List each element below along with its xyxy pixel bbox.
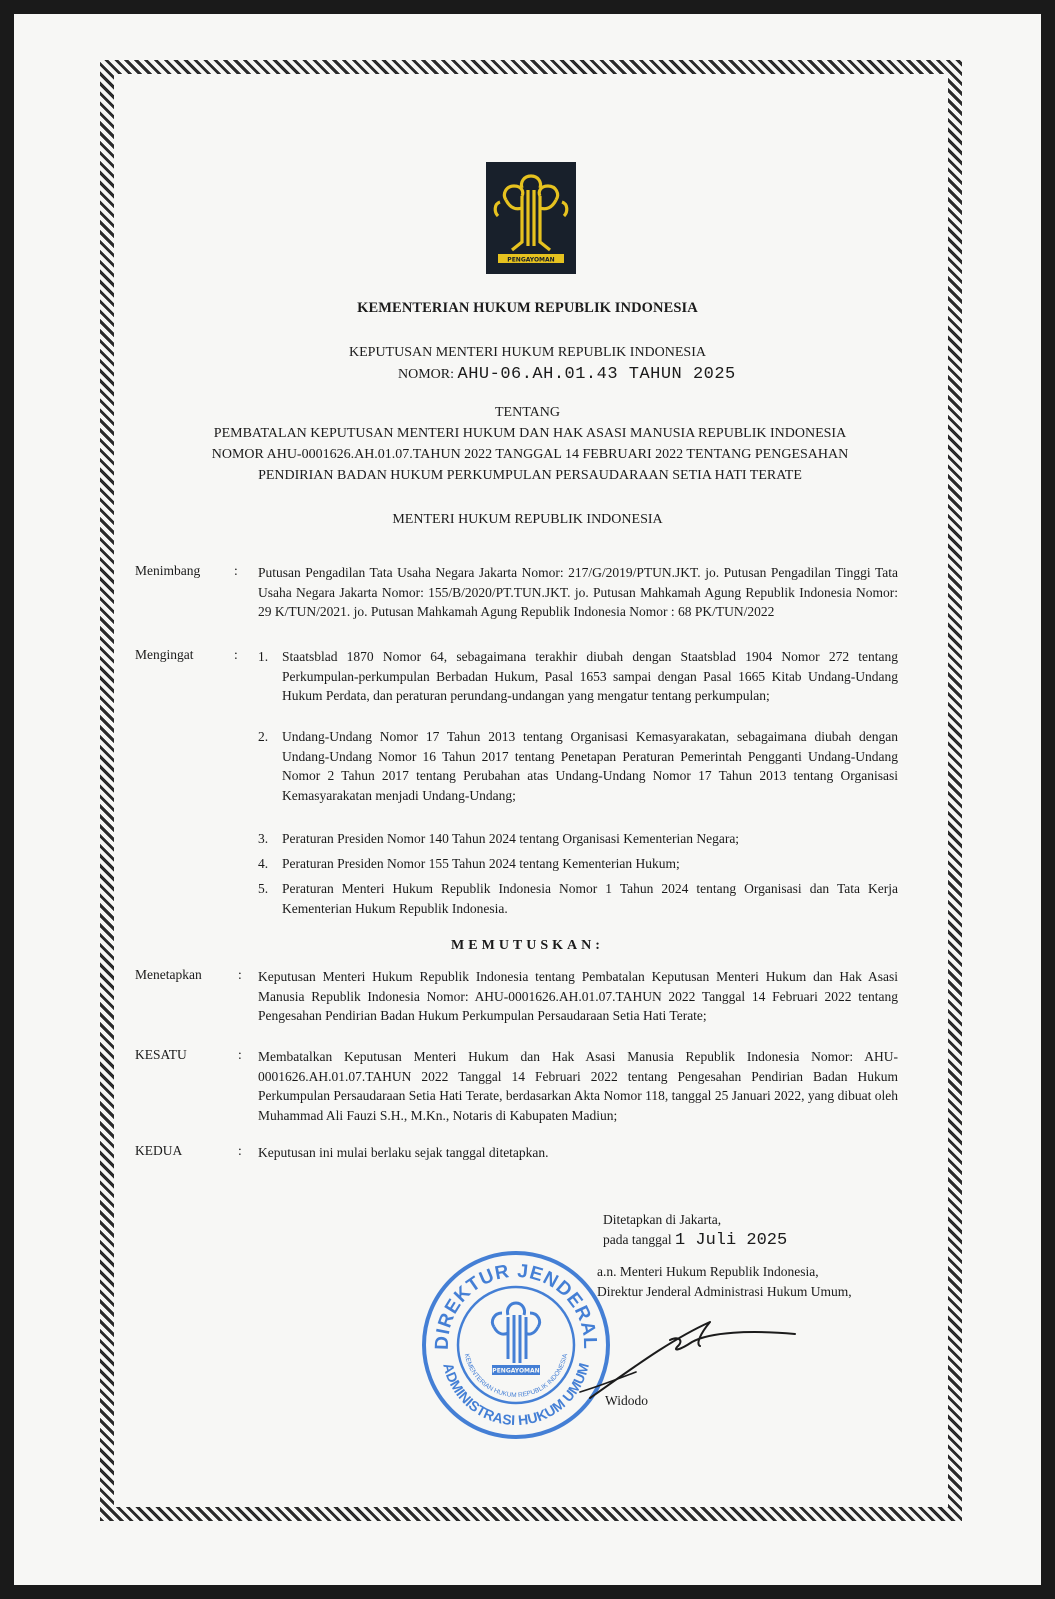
- mengingat-item: [258, 647, 898, 706]
- mengingat-item: [258, 879, 898, 918]
- pengayoman-tree-icon: [486, 162, 576, 274]
- date-line: [603, 1230, 787, 1251]
- svg-text:KEMENTERIAN HUKUM REPUBLIK IND: [463, 1353, 569, 1400]
- decree-title: KEPUTUSAN MENTERI HUKUM REPUBLIK INDONESIA: [349, 345, 706, 360]
- decree-number: [398, 365, 736, 384]
- ministry-heading: KEMENTERIAN HUKUM REPUBLIK INDONESIA: [357, 300, 698, 316]
- item-number: 2.: [258, 729, 269, 744]
- decree-subject: [140, 423, 920, 486]
- role-line: Direktur Jenderal Administrasi Hukum Umum,: [597, 1284, 852, 1299]
- nomor-value: AHU-06.AH.01.43 TAHUN 2025: [457, 365, 736, 384]
- item-number: 1.: [258, 649, 269, 664]
- logo-caption: PENGAYOMAN: [507, 256, 555, 264]
- memutuskan-heading: MEMUTUSKAN:: [451, 938, 604, 953]
- item-text: Undang-Undang Nomor 17 Tahun 2013 tentang Organisasi Kemasyarakatan, sebagaimana diubah dengan Undang-Undang Nomor 16 Tahun 2017 tentang Penetapan Peraturan Pemerintah Pengganti Undang-Undang Nomor 2 Tahun 2017 tentang Perubahan atas Undang-Undang Nomor 17 Tahun 2013 tentang Organisasi Kemasyarakatan menjadi Undang-Undang;: [282, 729, 898, 803]
- menetapkan-label: Menetapkan: [135, 967, 202, 982]
- colon: :: [234, 563, 238, 578]
- mengingat-item: [258, 854, 898, 874]
- kedua-label: KEDUA: [135, 1143, 183, 1158]
- stamp-tree-icon: [492, 1303, 539, 1363]
- mengingat-item: [258, 727, 898, 805]
- stamp-inner-text: KEMENTERIAN HUKUM REPUBLIK INDONESIA: [462, 1353, 570, 1400]
- nomor-label: NOMOR:: [398, 367, 455, 382]
- colon: :: [238, 967, 242, 982]
- item-text: Peraturan Presiden Nomor 155 Tahun 2024 tentang Kementerian Hukum;: [282, 856, 680, 871]
- handwritten-signature: [560, 1300, 800, 1410]
- mengingat-item: [258, 829, 898, 849]
- subject-line: NOMOR AHU-0001626.AH.01.07.TAHUN 2022 TANGGAL 14 FEBRUARI 2022 TENTANG PENGESAHAN: [211, 447, 849, 462]
- ministry-logo: [486, 162, 576, 274]
- minister-heading: MENTERI HUKUM REPUBLIK INDONESIA: [392, 512, 663, 527]
- kesatu-label: KESATU: [135, 1047, 187, 1062]
- role-line: a.n. Menteri Hukum Republik Indonesia,: [597, 1264, 819, 1279]
- colon: :: [234, 647, 238, 662]
- colon: :: [238, 1143, 242, 1158]
- mengingat-label: Mengingat: [135, 647, 194, 662]
- item-text: Staatsblad 1870 Nomor 64, sebagaimana terakhir diubah dengan Staatsblad 1904 Nomor 272 tentang Perkumpulan-perkumpulan Berbadan Hukum, Pasal 1653 sampai dengan Pasal 1665 Kitab Undang-Undang Hukum Perdata, dan peraturan perundang-undangan yang mengatur tentang perkumpulan;: [282, 649, 898, 704]
- menimbang-label: Menimbang: [135, 563, 201, 578]
- kesatu-text: Membatalkan Keputusan Menteri Hukum dan Hak Asasi Manusia Republik Indonesia Nomor: AHU-0001626.AH.01.07.TAHUN 2022 Tanggal 14 Februari 2022 tentang Pengesahan Pendirian Badan Hukum Perkumpulan Persaudaraan Setia Hati Terate, berdasarkan Akta Nomor 118, tanggal 25 Januari 2022, yang dibuat oleh Muhammad Ali Fauzi S.H., M.Kn., Notaris di Kabupaten Madiun;: [258, 1049, 898, 1123]
- kedua-text: Keputusan ini mulai berlaku sejak tanggal ditetapkan.: [258, 1145, 549, 1160]
- place-line: Ditetapkan di Jakarta,: [603, 1212, 722, 1227]
- item-number: 5.: [258, 881, 269, 896]
- date-value: 1 Juli 2025: [674, 1231, 788, 1250]
- menetapkan-text: Keputusan Menteri Hukum Republik Indonesia tentang Pembatalan Keputusan Menteri Hukum dan Hak Asasi Manusia Republik Indonesia Nomor: AHU-0001626.AH.01.07.TAHUN 2022 Tanggal 14 Februari 2022 tentang Pengesahan Pendirian Badan Hukum Perkumpulan Persaudaraan Setia Hati Terate;: [258, 969, 898, 1024]
- item-text: Peraturan Menteri Hukum Republik Indonesia Nomor 1 Tahun 2024 tentang Organisasi dan Tata Kerja Kementerian Hukum Republik Indonesia.: [282, 881, 898, 916]
- colon: :: [238, 1047, 242, 1062]
- menimbang-text: Putusan Pengadilan Tata Usaha Negara Jakarta Nomor: 217/G/2019/PTUN.JKT. jo. Putusan Pengadilan Tinggi Tata Usaha Negara Jakarta Nomor: 155/B/2020/PT.TUN.JKT. jo. Putusan Mahkamah Agung Republik Indonesia Nomor: 29 K/TUN/2021. jo. Putusan Mahkamah Agung Republik Indonesia Nomor : 68 PK/TUN/2022: [258, 565, 898, 620]
- signatory-role: [597, 1262, 927, 1302]
- stamp-top-text: DIREKTUR JENDERAL: [431, 1260, 601, 1351]
- stamp-bottom-text: ADMINISTRASI HUKUM UMUM: [440, 1361, 592, 1429]
- tentang-heading: TENTANG: [495, 405, 560, 420]
- subject-line: PENDIRIAN BADAN HUKUM PERKUMPULAN PERSAUDARAAN SETIA HATI TERATE: [258, 468, 802, 483]
- signatory-name: Widodo: [605, 1393, 648, 1408]
- item-text: Peraturan Presiden Nomor 140 Tahun 2024 tentang Organisasi Kementerian Negara;: [282, 831, 740, 846]
- stamp-caption: PENGAYOMAN: [492, 1367, 540, 1375]
- item-number: 3.: [258, 831, 269, 846]
- signature-place-date: [603, 1210, 787, 1251]
- subject-line: PEMBATALAN KEPUTUSAN MENTERI HUKUM DAN HAK ASASI MANUSIA REPUBLIK INDONESIA: [213, 426, 847, 441]
- item-number: 4.: [258, 856, 269, 871]
- date-label: pada tanggal: [603, 1232, 672, 1247]
